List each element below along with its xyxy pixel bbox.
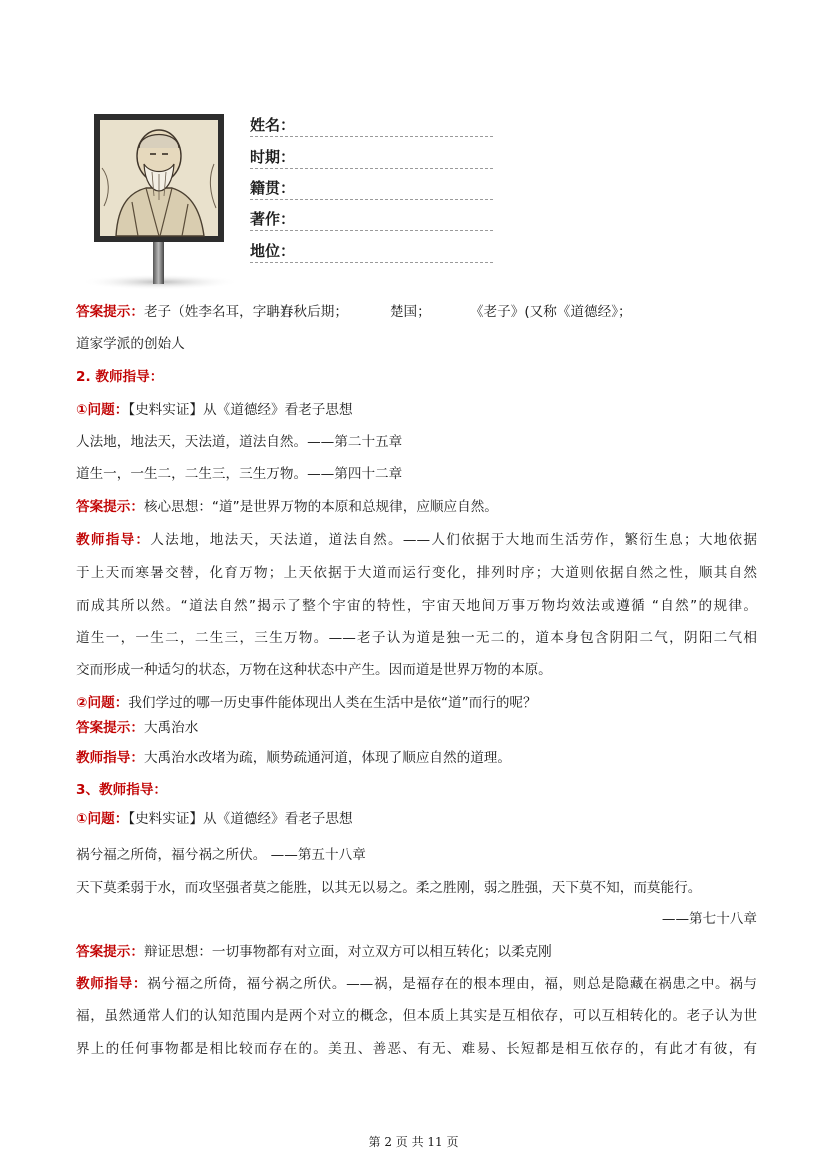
hint1-line2: 道家学派的创始人 [76,336,185,352]
hint-text: 辩证思想：一切事物都有对立面，对立双方可以相互转化；以柔克刚 [143,944,552,960]
section-heading: 2. 教师指导： [76,369,164,385]
guide-text: 大禹治水改堵为疏，顺势疏通河道，体现了顺应自然的道理。 [143,750,511,766]
guide-text: 祸兮福之所倚，福兮祸之所伏。——祸，是福存在的根本理由，福，则总是隐藏在祸患之中。祸与 [147,976,758,992]
hint-label: 答案提示： [76,499,144,515]
hint-item: 老子（姓李名耳，字聃）； [143,304,301,320]
hint-label: 答案提示： [76,720,144,736]
question-label: ①问题： [76,811,129,827]
question-label: ②问题： [76,695,129,711]
question-line [76,400,757,420]
quote-line: 人法地，地法天，天法道，道法自然。——第二十五章 [76,434,403,450]
quote-line: 祸兮福之所倚，福兮祸之所伏。 ——第五十八章 [76,847,366,863]
hint-label: 答案提示： [76,944,144,960]
section-heading: 3、教师指导： [76,782,168,798]
hint-text: 核心思想：“道”是世界万物的本原和总规律，应顺应自然。 [143,499,498,515]
question-line [76,809,757,829]
guide-label: 教师指导： [76,976,148,992]
laozi-portrait [76,108,241,293]
hint-line [76,942,757,962]
question-label: ①问题： [76,402,129,418]
question-text: 【史料实证】从《道德经》看老子思想 [128,811,353,827]
question-text: 【史料实证】从《道德经》看老子思想 [128,402,353,418]
hint-line [76,497,757,517]
field-hometown: 籍贯： [250,177,493,200]
guide-label: 教师指导： [76,532,151,548]
hint-label: 答案提示： [76,304,144,320]
guide-line [76,530,757,550]
guide-line: 于上天而寒暑交替，化育万物；上天依据于大道而运行变化，排列时序；大道则依据自然之性，顺其自然 [76,565,757,581]
field-name: 姓名： [250,114,493,137]
guide-text: 人法地，地法天，天法道，道法自然。——人们依据于大地而生活劳作，繁衍生息；大地依据 [150,532,757,548]
guide-line: 交而形成一种适匀的状态，万物在这种状态中产生。因而道是世界万物的本原。 [76,662,552,678]
hint1-line [76,302,757,322]
quote-line: 道生一，一生二，二生三，三生万物。——第四十二章 [76,466,403,482]
guide-line: 界上的任何事物都是相比较而存在的。美丑、善恶、有无、难易、长短都是相互依存的，有此才有彼，有 [76,1041,757,1057]
quote-source: ——第七十八章 [661,911,757,927]
guide-line [76,974,757,994]
hint-text: 大禹治水 [143,720,199,736]
question-line [76,693,757,713]
guide-line: 道生一，一生二，二生三，三生万物。——老子认为道是独一无二的，道本身包含阴阳二气，阴阳二气相 [76,630,757,646]
question-text: 我们学过的哪一历史事件能体现出人类在生活中是依“道”而行的呢？ [128,695,537,711]
field-period: 时期： [250,146,493,169]
guide-line: 而成其所以然。“道法自然”揭示了整个宇宙的特性，宇宙天地间万事万物均效法或遵循 “自然”的规律。 [76,598,757,614]
hint-item: 楚国； [389,304,431,320]
hint-line [76,718,757,738]
field-works: 著作： [250,208,493,231]
page-footer: 第 2 页 共 11 页 [368,1135,459,1149]
hint-item: 《老子》(又称《道德经》； [469,304,632,320]
guide-line [76,748,757,768]
guide-label: 教师指导： [76,750,144,766]
guide-line: 福，虽然通常人们的认知范围内是两个对立的概念，但本质上其实是互相依存，可以互相转化的。老子认为世 [76,1008,757,1024]
field-status: 地位： [250,240,493,263]
quote-line: 天下莫柔弱于水，而攻坚强者莫之能胜，以其无以易之。柔之胜刚，弱之胜强，天下莫不知，而莫能行。 [76,880,702,896]
hint-item: 春秋后期； [279,304,348,320]
